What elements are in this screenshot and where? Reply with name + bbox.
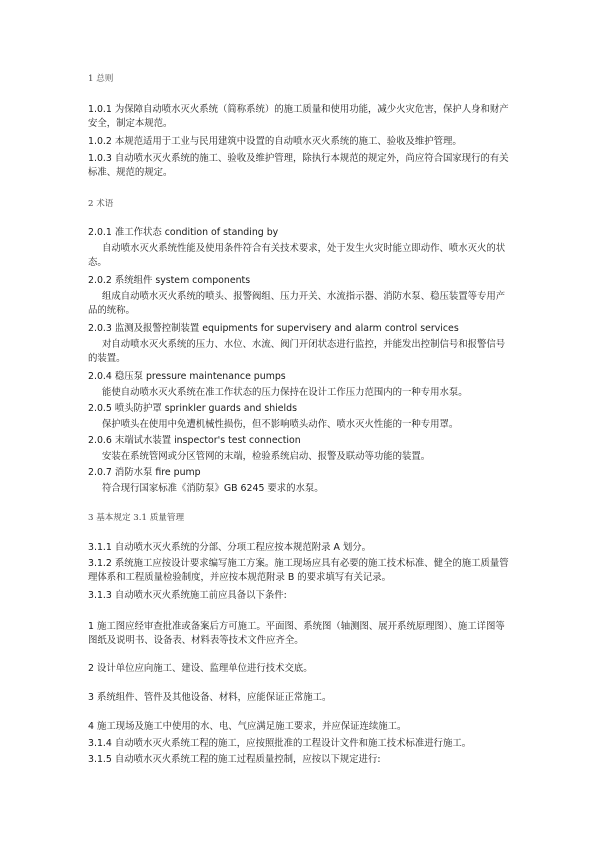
term-2-0-1-body: 自动喷水灭火系统性能及使用条件符合有关技术要求，处于发生火灾时能立即动作、喷水灭火的状态。 — [88, 243, 506, 269]
term-2-0-1-title: 2.0.1 准工作状态 condition of standing by — [88, 227, 279, 238]
section-2-heading: 2 术语 — [88, 199, 114, 209]
section-3-heading: 3 基本规定 3.1 质量管理 — [88, 513, 185, 523]
term-2-0-7-body: 符合现行国家标准《消防泵》GB 6245 要求的水泵。 — [102, 483, 324, 494]
clause-1-0-2: 1.0.2 本规范适用于工业与民用建筑中设置的自动喷水灭火系统的施工、验收及维护管理。 — [88, 136, 462, 147]
condition-3: 3 系统组件、管件及其他设备、材料，应能保证正常施工。 — [88, 692, 332, 703]
condition-2: 2 设计单位应向施工、建设、监理单位进行技术交底。 — [88, 663, 313, 674]
term-2-0-3-body: 对自动喷水灭火系统的压力、水位、水流、阀门开闭状态进行监控，并能发出控制信号和报警信号的装置。 — [88, 339, 506, 365]
term-2-0-6-title: 2.0.6 末端试水装置 inspector's test connection — [88, 435, 301, 446]
clause-3-1-4: 3.1.4 自动喷水灭火系统工程的施工，应按照批准的工程设计文件和施工技术标准进行施工。 — [88, 738, 472, 749]
term-2-0-5-title: 2.0.5 喷头防护罩 sprinkler guards and shields — [88, 403, 297, 414]
clause-1-0-3: 1.0.3 自动喷水灭火系统的施工、验收及维护管理，除执行本规范的规定外，尚应符合国家现行的有关标准、规范的规定。 — [88, 153, 509, 179]
term-2-0-2-title: 2.0.2 系统组件 system components — [88, 275, 251, 286]
term-2-0-6-body: 安装在系统管网或分区管网的末端，检验系统启动、报警及联动等功能的装置。 — [102, 451, 431, 462]
term-2-0-4-body: 能使自动喷水灭火系统在准工作状态的压力保持在设计工作压力范围内的一种专用水泵。 — [102, 387, 468, 398]
clause-1-0-1: 1.0.1 为保障自动喷水灭火系统（简称系统）的施工质量和使用功能，减少火灾危害，保护人身和财产安全，制定本规范。 — [88, 104, 509, 130]
term-2-0-5-body: 保护喷头在使用中免遭机械性损伤，但不影响喷头动作、喷水灭火性能的一种专用罩。 — [102, 419, 459, 430]
term-2-0-3-title: 2.0.3 监测及报警控制装置 equipments for supervisery and alarm control services — [88, 323, 459, 334]
term-2-0-7-title: 2.0.7 消防水泵 fire pump — [88, 467, 201, 478]
section-1-heading: 1 总则 — [88, 74, 114, 84]
clause-3-1-3: 3.1.3 自动喷水灭火系统施工前应具备以下条件: — [88, 590, 287, 601]
term-2-0-4-title: 2.0.4 稳压泵 pressure maintenance pumps — [88, 371, 286, 382]
clause-3-1-1: 3.1.1 自动喷水灭火系统的分部、分项工程应按本规范附录 A 划分。 — [88, 542, 371, 553]
condition-4: 4 施工现场及施工中使用的水、电、气应满足施工要求，并应保证连续施工。 — [88, 721, 407, 732]
clause-3-1-2: 3.1.2 系统施工应按设计要求编写施工方案。施工现场应具有必要的施工技术标准、健全的施工质量管理体系和工程质量检验制度，并应按本规范附录 B 的要求填写有关记录。 — [88, 558, 509, 584]
condition-1: 1 施工图应经审查批准或备案后方可施工。平面图、系统图（轴测图、展开系统原理图）、施工详图等图纸及说明书、设备表、材料表等技术文件应齐全。 — [88, 621, 505, 647]
term-2-0-2-body: 组成自动喷水灭火系统的喷头、报警阀组、压力开关、水流指示器、消防水泵、稳压装置等专用产品的统称。 — [88, 291, 506, 317]
clause-3-1-5: 3.1.5 自动喷水灭火系统工程的施工过程质量控制，应按以下规定进行: — [88, 754, 381, 765]
